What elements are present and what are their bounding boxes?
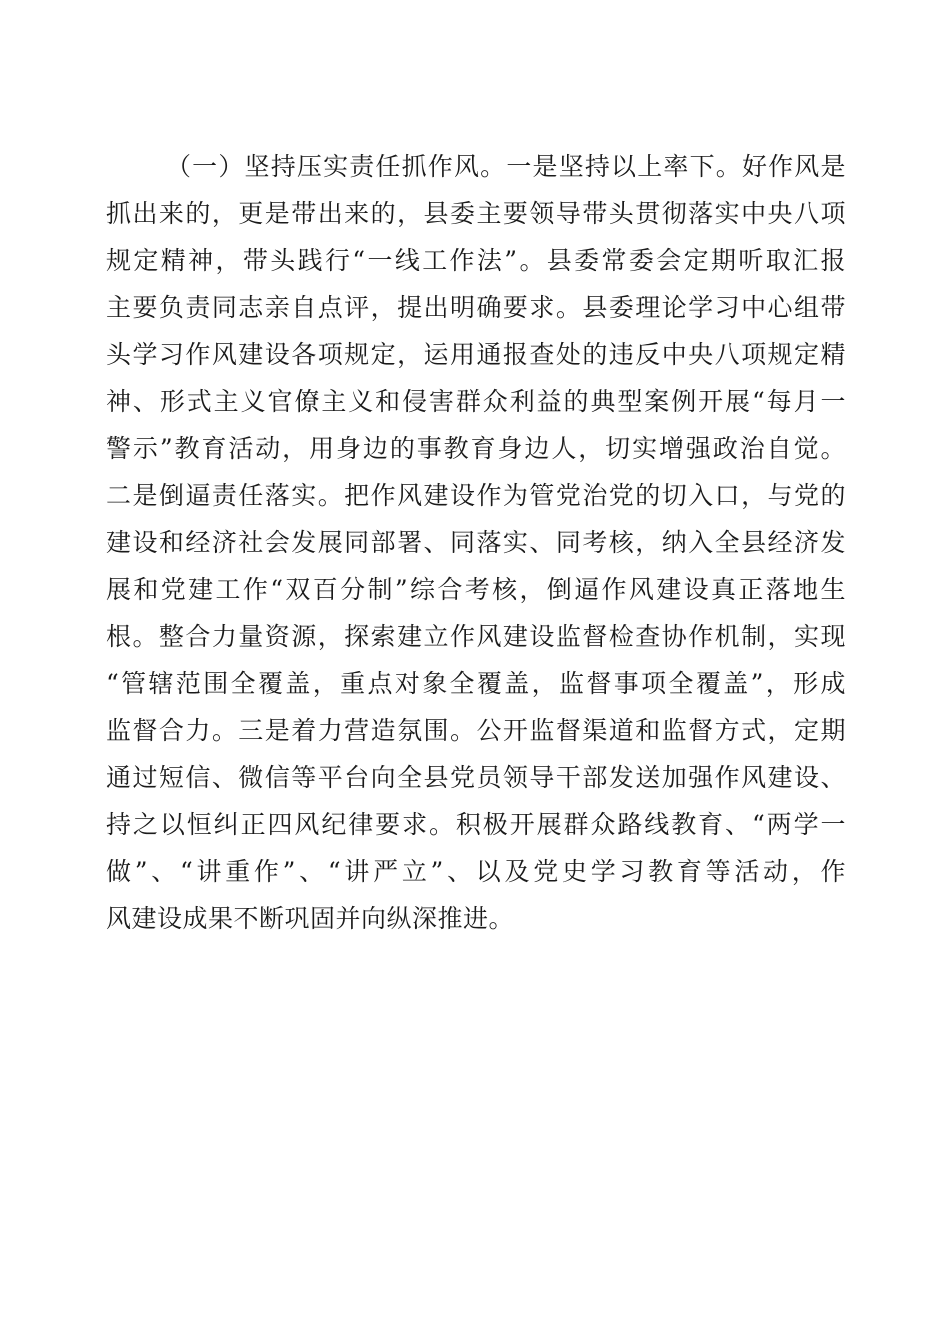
paragraph-line-6: 神、形式主义官僚主义和侵害群众利益的典型案例开展“每月一 <box>106 387 846 416</box>
paragraph-line-7: 警示”教育活动，用身边的事教育身边人，切实增强政治自觉。 <box>106 434 846 463</box>
body-paragraph <box>106 143 846 942</box>
paragraph-line-15: 持之以恒纠正四风纪律要求。积极开展群众路线教育、“两学一 <box>106 810 846 839</box>
paragraph-line-14: 通过短信、微信等平台向全县党员领导干部发送加强作风建设、 <box>106 763 846 792</box>
paragraph-line-8: 二是倒逼责任落实。把作风建设作为管党治党的切入口，与党的 <box>106 481 846 510</box>
paragraph-line-9: 建设和经济社会发展同部署、同落实、同考核，纳入全县经济发 <box>106 528 846 557</box>
paragraph-line-12: “管辖范围全覆盖，重点对象全覆盖，监督事项全覆盖”，形成 <box>106 669 846 698</box>
paragraph-line-2: 抓出来的，更是带出来的，县委主要领导带头贯彻落实中央八项 <box>106 199 846 228</box>
paragraph-line-11: 根。整合力量资源，探索建立作风建设监督检查协作机制，实现 <box>106 622 846 651</box>
paragraph-line-1: （一）坚持压实责任抓作风。一是坚持以上率下。好作风是 <box>166 152 846 181</box>
paragraph-line-3: 规定精神，带头践行“一线工作法”。县委常委会定期听取汇报 <box>106 246 846 275</box>
paragraph-line-10: 展和党建工作“双百分制”综合考核，倒逼作风建设真正落地生 <box>106 575 846 604</box>
paragraph-line-17: 风建设成果不断巩固并向纵深推进。 <box>106 904 515 933</box>
paragraph-line-5: 头学习作风建设各项规定，运用通报查处的违反中央八项规定精 <box>106 340 846 369</box>
paragraph-line-4: 主要负责同志亲自点评，提出明确要求。县委理论学习中心组带 <box>106 293 846 322</box>
paragraph-line-16: 做”、“讲重作”、“讲严立”、以及党史学习教育等活动，作 <box>106 857 846 886</box>
paragraph-line-13: 监督合力。三是着力营造氛围。公开监督渠道和监督方式，定期 <box>106 716 846 745</box>
